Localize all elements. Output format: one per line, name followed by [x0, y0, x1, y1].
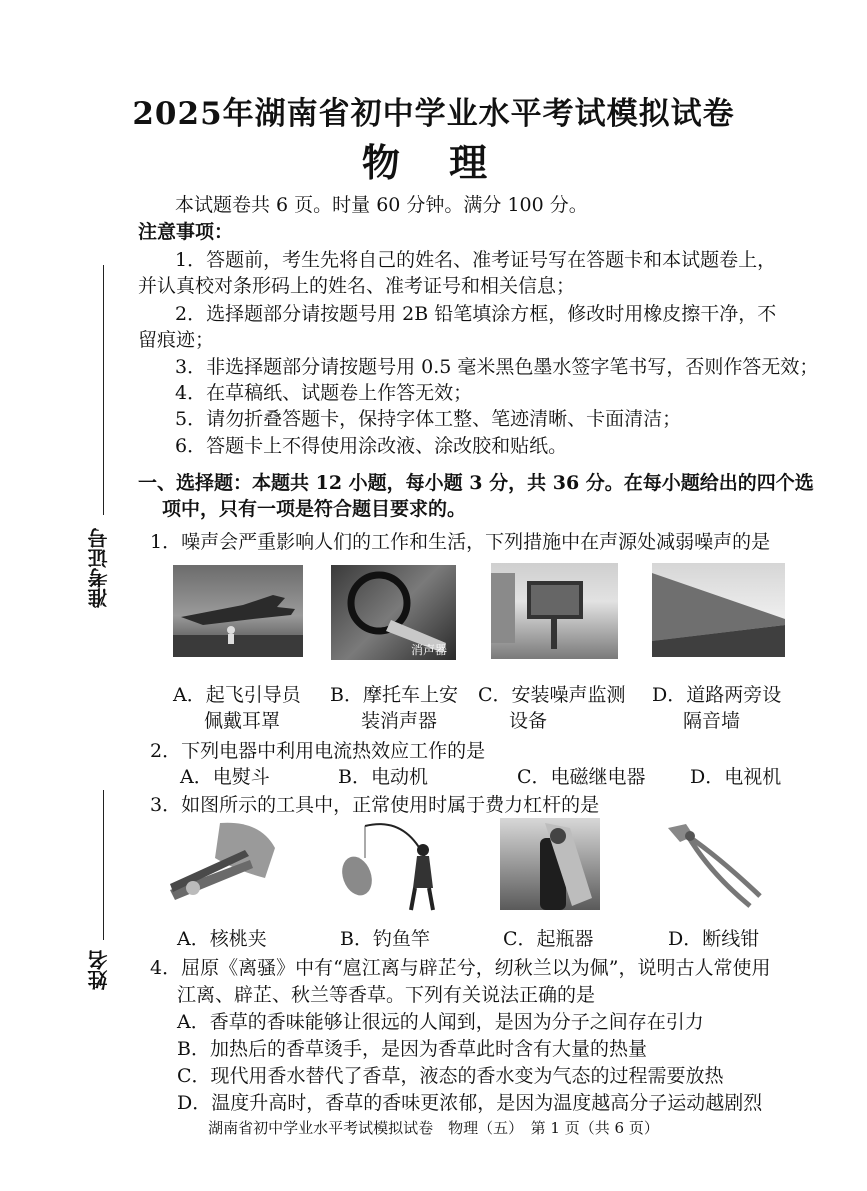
fishing-rod-photo: [325, 818, 445, 913]
notice-item: 4．在草稿纸、试题卷上作答无效；: [175, 382, 473, 404]
section-heading: 一、选择题：本题共 12 小题，每小题 3 分，共 36 分。在每小题给出的四个选: [138, 472, 814, 494]
question-4-stem-cont: 江离、辟芷、秋兰等香草。下列有关说法正确的是: [177, 984, 596, 1006]
question-2-stem: 2．下列电器中利用电流热效应工作的是: [150, 740, 486, 762]
q1-option-a-cont: 佩戴耳罩: [204, 710, 281, 732]
paper-title: 2025年湖南省初中学业水平考试模拟试卷: [132, 96, 735, 132]
noise-monitor-photo: [491, 563, 618, 659]
sound-barrier-photo: [652, 563, 785, 657]
q1-option-d-cont: 隔音墙: [683, 710, 741, 732]
notice-item: 3．非选择题部分请按题号用 0.5 毫米黑色墨水签字笔书写，否则作答无效；: [175, 356, 819, 378]
section-heading-cont: 项中，只有一项是符合题目要求的。: [162, 498, 467, 520]
page-footer: 湖南省初中学业水平考试模拟试卷 物理（五） 第 1 页（共 6 页）: [208, 1119, 659, 1137]
q4-option-d: D．温度升高时，香草的香味更浓郁，是因为温度越高分子运动越剧烈: [177, 1092, 763, 1114]
exam-no-label: 准考证号: [87, 528, 111, 608]
name-label: 姓名: [87, 950, 111, 990]
notice-item: 留痕迹；: [138, 329, 215, 351]
q1-option-c-cont: 设备: [509, 710, 548, 732]
exam-intro: 本试题卷共 6 页。时量 60 分钟。满分 100 分。: [175, 194, 588, 216]
question-4-stem: 4．屈原《离骚》中有“扈江离与辟芷兮，纫秋兰以为佩”，说明古人常使用: [150, 957, 771, 979]
wire-cutter-photo: [660, 818, 770, 910]
notice-heading: 注意事项：: [138, 221, 234, 243]
q2-option-d: D．电视机: [690, 766, 782, 788]
q4-option-a: A．香草的香味能够让很远的人闻到，是因为分子之间存在引力: [177, 1011, 704, 1033]
notice-item: 1．答题前，考生先将自己的姓名、准考证号写在答题卡和本试题卷上，: [175, 249, 777, 271]
q3-option-a: A．核桃夹: [177, 928, 267, 950]
binding-rule: [103, 265, 104, 515]
question-3-stem: 3．如图所示的工具中，正常使用时属于费力杠杆的是: [150, 794, 600, 816]
q2-option-a: A．电熨斗: [180, 766, 270, 788]
q2-option-b: B．电动机: [338, 766, 428, 788]
notice-item: 6．答题卡上不得使用涂改液、涂改胶和贴纸。: [175, 435, 568, 457]
question-1-stem: 1．噪声会严重影响人们的工作和生活，下列措施中在声源处减弱噪声的是: [150, 531, 771, 553]
binding-rule: [103, 790, 104, 940]
q1-option-a: A．起飞引导员: [173, 684, 301, 706]
q1-option-d: D．道路两旁设: [652, 684, 782, 706]
bottle-opener-photo: [500, 818, 600, 910]
notice-item: 并认真校对条形码上的姓名、准考证号和相关信息；: [138, 275, 576, 297]
subject-title: 物 理: [361, 140, 506, 185]
q1-option-c: C．安装噪声监测: [478, 684, 626, 706]
q1-option-b: B．摩托车上安: [330, 684, 458, 706]
q3-option-c: C．起瓶器: [503, 928, 594, 950]
q3-option-b: B．钓鱼竿: [340, 928, 430, 950]
q4-option-c: C．现代用香水替代了香草，液态的香水变为气态的过程需要放热: [177, 1065, 724, 1087]
nutcracker-photo: [165, 818, 280, 910]
notice-item: 2．选择题部分请按题号用 2B 铅笔填涂方框，修改时用橡皮擦干净，不: [175, 303, 777, 325]
q4-option-b: B．加热后的香草烫手，是因为香草此时含有大量的热量: [177, 1038, 647, 1060]
q3-option-d: D．断线钳: [668, 928, 760, 950]
muffler-caption: 消声器: [411, 643, 448, 657]
q2-option-c: C．电磁继电器: [517, 766, 646, 788]
motorcycle-muffler-photo: [331, 565, 456, 660]
notice-item: 5．请勿折叠答题卡，保持字体工整、笔迹清晰、卡面清洁；: [175, 408, 682, 430]
jet-carrier-photo: [173, 565, 303, 657]
q1-option-b-cont: 装消声器: [361, 710, 438, 732]
